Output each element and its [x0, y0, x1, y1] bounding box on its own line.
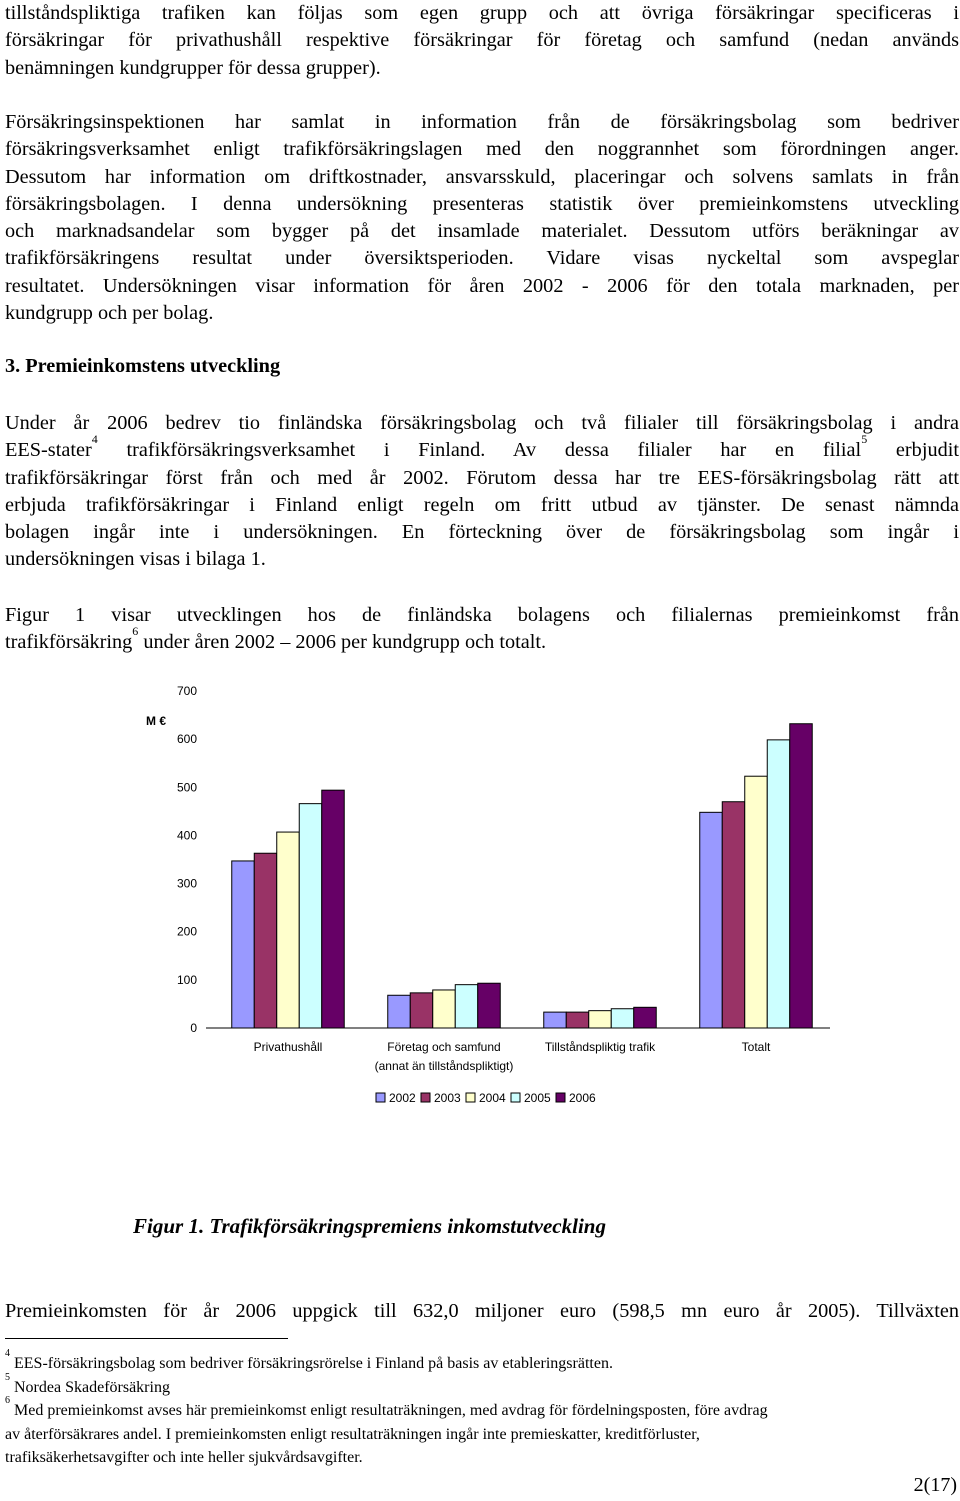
- section-heading: 3. Premieinkomstens utveckling: [5, 355, 281, 377]
- figure-caption: Figur 1. Trafikförsäkringspremiens inkomstutveckling: [133, 1214, 606, 1238]
- text-line: trafikförsäkringar först från och med år 2002. Förutom dessa har tre EES-försäkringsbolag rätt att: [5, 466, 959, 489]
- y-tick-label: 0: [190, 1021, 197, 1035]
- footnote-text: av återförsäkrares andel. I premieinkomsten enligt resultaträkningen ingår inte premieskatter, kreditförluster,: [5, 1425, 700, 1443]
- text-line: bolagen ingår inte i undersökningen. En förteckning över de försäkringsbolag som ingår i: [5, 521, 959, 544]
- footnote-divider: [5, 1338, 288, 1339]
- text-line: Figur 1 visar utvecklingen hos de finländska bolagens och filialernas premieinkomst från: [5, 604, 959, 626]
- legend-label: 2003: [434, 1091, 461, 1105]
- paragraph-premium-total: [5, 1298, 959, 1325]
- legend-swatch: [466, 1093, 475, 1102]
- bar: [790, 724, 813, 1028]
- x-category-label: Tillståndspliktig trafik: [544, 1040, 656, 1054]
- text-line: Dessutom har information om driftkostnader, ansvarsskuld, placeringar och solvens samlats in från: [5, 165, 959, 188]
- footnote-line: [5, 1446, 955, 1470]
- bar: [478, 983, 501, 1028]
- text-line: kundgrupp och per bolag.: [5, 302, 214, 325]
- bar: [322, 790, 345, 1028]
- bar: [433, 990, 456, 1028]
- footnote-text: trafiksäkerhetsavgifter och inte heller sjukvårdsavgifter.: [5, 1449, 363, 1466]
- bar: [232, 861, 255, 1028]
- bar: [299, 804, 322, 1028]
- y-tick-label: 100: [176, 972, 197, 987]
- footnote-ref: 5: [861, 432, 868, 447]
- bar: [388, 995, 411, 1028]
- x-category-label: Företag och samfund: [387, 1040, 501, 1054]
- y-tick-label: 600: [176, 732, 197, 747]
- footnote-number: 6: [5, 1395, 10, 1406]
- text-line: erbjuda trafikförsäkringar i Finland enligt regeln om fritt utbud av tjänster. De senast nämnda: [5, 493, 959, 516]
- y-tick-label: 300: [176, 876, 197, 891]
- text-line: undersökningen visas i bilaga 1.: [5, 548, 266, 571]
- footnote-line: [5, 1395, 955, 1423]
- paragraph-companies: [5, 410, 959, 574]
- premium-bar-chart: [0, 675, 960, 1125]
- text-line: trafikförsäkring$^6$ under åren 2002 – 2006 per kundgrupp och totalt.: [5, 624, 547, 654]
- x-category-label: Privathushåll: [253, 1040, 323, 1054]
- bar: [634, 1007, 657, 1028]
- bar: [455, 985, 478, 1028]
- legend-swatch: [511, 1093, 520, 1102]
- text-line: resultatet. Undersökningen visar information för åren 2002 - 2006 för den totala marknaden, per: [5, 274, 959, 297]
- y-tick-label: 700: [176, 684, 197, 698]
- footnote-line: [5, 1348, 955, 1376]
- legend-swatch: [376, 1093, 385, 1102]
- text-line: försäkringar för privathushåll respektive försäkringar för företag och samfund (nedan används: [5, 29, 959, 52]
- legend-label: 2002: [389, 1091, 416, 1105]
- paragraph-data-collection: [5, 109, 959, 327]
- bar: [254, 853, 277, 1028]
- text-line: försäkringsverksamhet enligt trafikförsäkringslagen med den noggrannhet som förordningen anger.: [5, 138, 959, 161]
- footnote-text: Nordea Skadeförsäkring: [10, 1378, 170, 1396]
- bar: [722, 802, 745, 1028]
- y-tick-label: 200: [176, 924, 197, 939]
- footnote-text: EES-försäkringsbolag som bedriver försäkringsrörelse i Finland på basis av etableringsrätten.: [10, 1355, 613, 1372]
- y-tick-label: 500: [176, 780, 197, 795]
- bar: [700, 812, 723, 1028]
- text-line: och marknadsandelar som bygger på det insamlade materialet. Dessutom utförs beräkningar av: [5, 220, 959, 243]
- text-line: tillståndspliktiga trafiken kan följas som egen grupp och att övriga försäkringar specificeras i: [5, 2, 959, 24]
- bar: [566, 1012, 589, 1028]
- legend-label: 2005: [524, 1091, 551, 1105]
- text-line: EES-stater$^4$ trafikförsäkringsverksamhet i Finland. Av dessa filialer har en filial$^5$ erbjudit: [5, 432, 960, 462]
- footnote-ref: 6: [132, 624, 139, 639]
- paragraph-figure-intro: [5, 602, 959, 657]
- text-line: benämningen kundgrupper för dessa grupper).: [5, 56, 381, 79]
- footnote-text: Med premieinkomst avses här premieinkomst enligt resultaträkningen, med avdrag för fördelningsposten, före avdrag: [10, 1402, 768, 1419]
- footnote-number: 5: [5, 1371, 10, 1383]
- footnote-line: [5, 1423, 955, 1447]
- text-line: försäkringsbolagen. I denna undersökning presenteras statistik över premieinkomstens utveckling: [5, 192, 959, 215]
- bar: [410, 993, 433, 1028]
- text-line: Premieinkomsten för år 2006 uppgick till 632,0 miljoner euro (598,5 mn euro år 2005). Tillväxten: [5, 1300, 959, 1322]
- bar: [745, 776, 768, 1028]
- page-number: 2(17): [913, 1474, 957, 1496]
- paragraph-intro: [5, 0, 959, 82]
- legend-swatch: [421, 1093, 430, 1102]
- y-axis-label: M €: [146, 714, 167, 728]
- text-line: Under år 2006 bedrev tio finländska försäkringsbolag och två filialer till försäkringsbolag i andra: [5, 412, 959, 434]
- bar: [589, 1011, 612, 1028]
- bar: [277, 832, 300, 1028]
- text-line: trafikförsäkringens resultat under översiktsperioden. Vidare visas nyckeltal som avspeglar: [5, 247, 959, 270]
- footnote-line: [5, 1371, 955, 1400]
- y-tick-label: 400: [176, 828, 197, 843]
- footnote-number: 4: [5, 1348, 10, 1359]
- bar: [767, 740, 790, 1028]
- footnote-ref: 4: [91, 432, 98, 447]
- bar: [611, 1009, 634, 1028]
- x-category-label: Totalt: [741, 1040, 771, 1054]
- x-category-label: (annat än tillståndspliktigt): [374, 1059, 514, 1073]
- bar: [544, 1012, 567, 1028]
- footnotes: [5, 1348, 955, 1470]
- legend-label: 2006: [569, 1091, 596, 1105]
- text-line: Försäkringsinspektionen har samlat in information från de försäkringsbolag som bedriver: [5, 111, 959, 133]
- legend-label: 2004: [479, 1091, 506, 1105]
- legend-swatch: [556, 1093, 565, 1102]
